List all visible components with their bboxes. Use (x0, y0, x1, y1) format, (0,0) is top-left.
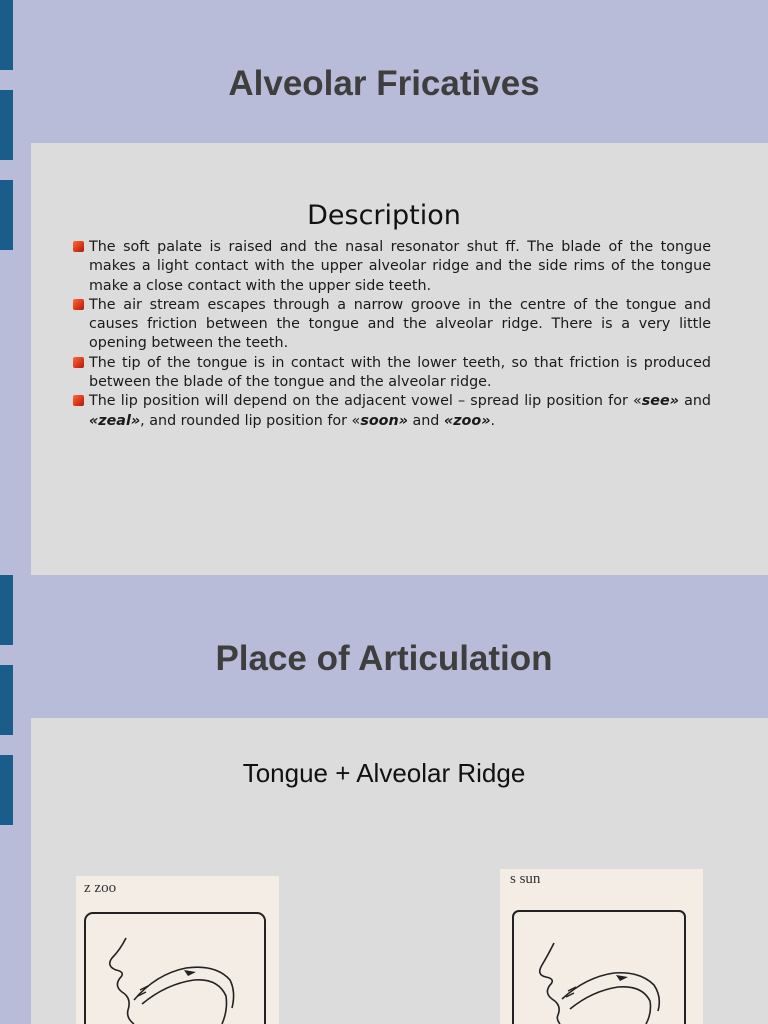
figure-label: s sun (510, 871, 541, 887)
cube-bullet-icon (73, 241, 84, 252)
slide-edge-marker (0, 575, 13, 645)
slide-place-of-articulation (0, 575, 768, 1024)
slide-edge-marker (0, 0, 13, 70)
zoo-articulation-diagram (76, 876, 279, 1024)
example-word: see» (641, 393, 679, 410)
subtitle: Tongue + Alveolar Ridge (242, 758, 526, 788)
sun-articulation-diagram (500, 869, 703, 1024)
section-heading: Description (307, 200, 461, 231)
slide-title: Place of Articulation (215, 639, 553, 678)
cube-bullet-icon (73, 357, 84, 368)
list-item: The soft palate is raised and the nasal resonator shut ff. The blade of the tongue makes a light contact with the upper alveolar ridge and the side rims of the tongue make a close contact with the upper side teeth. (55, 238, 711, 296)
figure-label: z zoo (84, 880, 117, 896)
cube-bullet-icon (73, 299, 84, 310)
list-item: The tip of the tongue is in contact with the lower teeth, so that friction is produced between the blade of the tongue and the alveolar ridge. (55, 354, 711, 393)
list-item: The lip position will depend on the adjacent vowel – spread lip position for «see» and «zeal», and rounded lip position for «soon» and «zoo». (55, 392, 711, 431)
example-word: «zeal» (89, 412, 141, 429)
bullet-list (55, 238, 711, 431)
mouth-cross-section-icon (76, 876, 279, 1024)
list-item: The air stream escapes through a narrow groove in the centre of the tongue and causes friction between the tongue and the alveolar ridge. There is a very little opening between the teeth. (55, 296, 711, 354)
mouth-cross-section-icon (500, 869, 703, 1024)
slide-title: Alveolar Fricatives (228, 64, 540, 103)
cube-bullet-icon (73, 395, 84, 406)
example-word: «zoo» (443, 412, 491, 429)
example-word: soon» (360, 412, 408, 429)
